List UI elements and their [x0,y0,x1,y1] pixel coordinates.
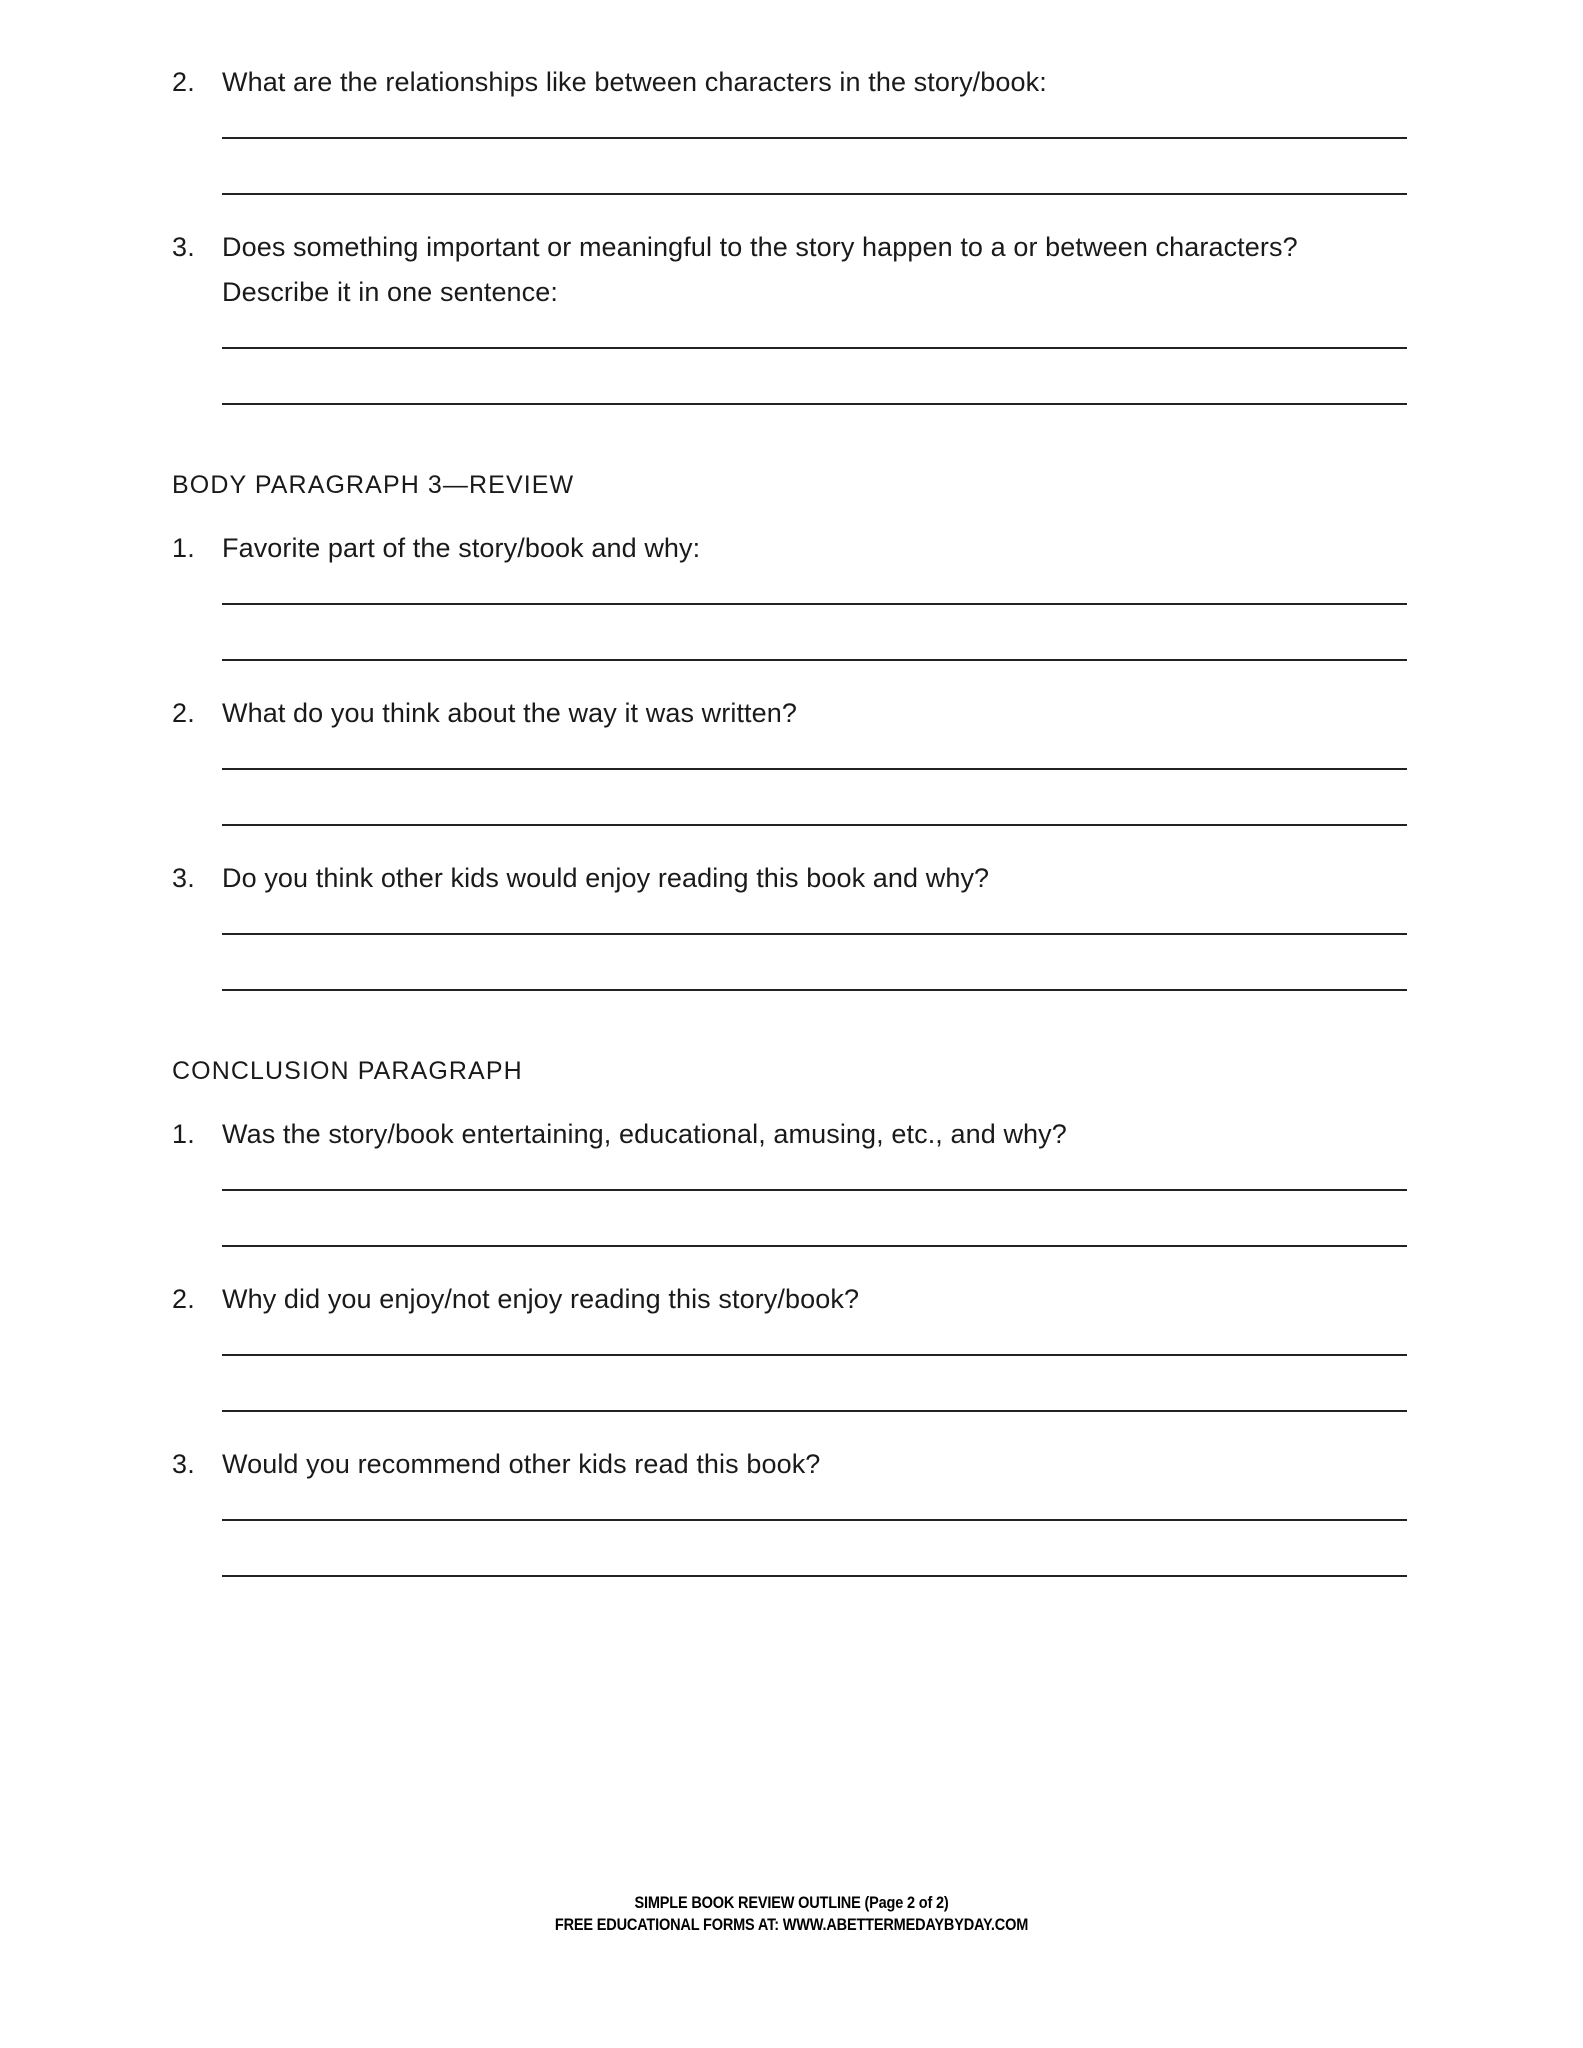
question-text: Do you think other kids would enjoy reading this book and why? [222,863,990,893]
spacer [172,826,1407,856]
question-item [172,526,1407,571]
answer-lines [222,137,1407,195]
spacer [172,105,1407,137]
spacer [172,736,1407,768]
question-text: What are the relationships like between characters in the story/book: [222,67,1047,97]
question-text: Why did you enjoy/not enjoy reading this story/book? [222,1284,860,1314]
answer-lines [222,933,1407,991]
spacer [222,1191,1407,1245]
question-number: 3. [172,863,195,893]
answer-lines [222,1189,1407,1247]
spacer [172,571,1407,603]
spacer [172,1157,1407,1189]
answer-lines [222,347,1407,405]
page-footer [0,1892,1583,1936]
footer-title: SIMPLE BOOK REVIEW OUTLINE (Page 2 of 2) [634,1894,949,1912]
section-heading-conclusion-paragraph: CONCLUSION PARAGRAPH [172,1057,523,1085]
spacer [222,139,1407,193]
question-number: 1. [172,1119,195,1149]
question-text: Was the story/book entertaining, educational, amusing, etc., and why? [222,1119,1067,1149]
question-number: 1. [172,533,195,563]
question-item [172,1277,1407,1322]
spacer [222,935,1407,989]
question-text: Would you recommend other kids read this book? [222,1449,821,1479]
spacer [172,1412,1407,1442]
question-item [172,60,1407,105]
footer-source: FREE EDUCATIONAL FORMS AT: WWW.ABETTERMEDAYBYDAY.COM [554,1916,1029,1934]
spacer [172,901,1407,933]
spacer [172,1322,1407,1354]
question-item [172,691,1407,736]
spacer [172,1091,1407,1112]
question-text: What do you think about the way it was written? [222,698,797,728]
question-number: 3. [172,232,195,262]
spacer [222,770,1407,824]
spacer [172,315,1407,347]
question-number: 2. [172,698,195,728]
spacer [172,1487,1407,1519]
question-text: Favorite part of the story/book and why: [222,533,701,563]
question-item [172,225,1407,315]
spacer [172,661,1407,691]
question-item [172,856,1407,901]
worksheet-content [172,60,1407,1577]
spacer [222,1521,1407,1575]
spacer [172,505,1407,526]
answer-lines [222,1354,1407,1412]
spacer [222,1356,1407,1410]
spacer [222,605,1407,659]
answer-lines [222,768,1407,826]
question-item [172,1112,1407,1157]
spacer [172,991,1407,1051]
spacer [172,1247,1407,1277]
answer-lines [222,603,1407,661]
question-number: 2. [172,67,195,97]
question-number: 3. [172,1449,195,1479]
spacer [222,349,1407,403]
answer-line[interactable] [222,1575,1407,1577]
question-text: Does something important or meaningful to the story happen to a or between characters? Describe it in one sentence: [222,232,1298,307]
spacer [172,405,1407,465]
question-item [172,1442,1407,1487]
section-heading-body-paragraph-3: BODY PARAGRAPH 3—REVIEW [172,471,575,499]
question-number: 2. [172,1284,195,1314]
answer-lines [222,1519,1407,1577]
spacer [172,195,1407,225]
